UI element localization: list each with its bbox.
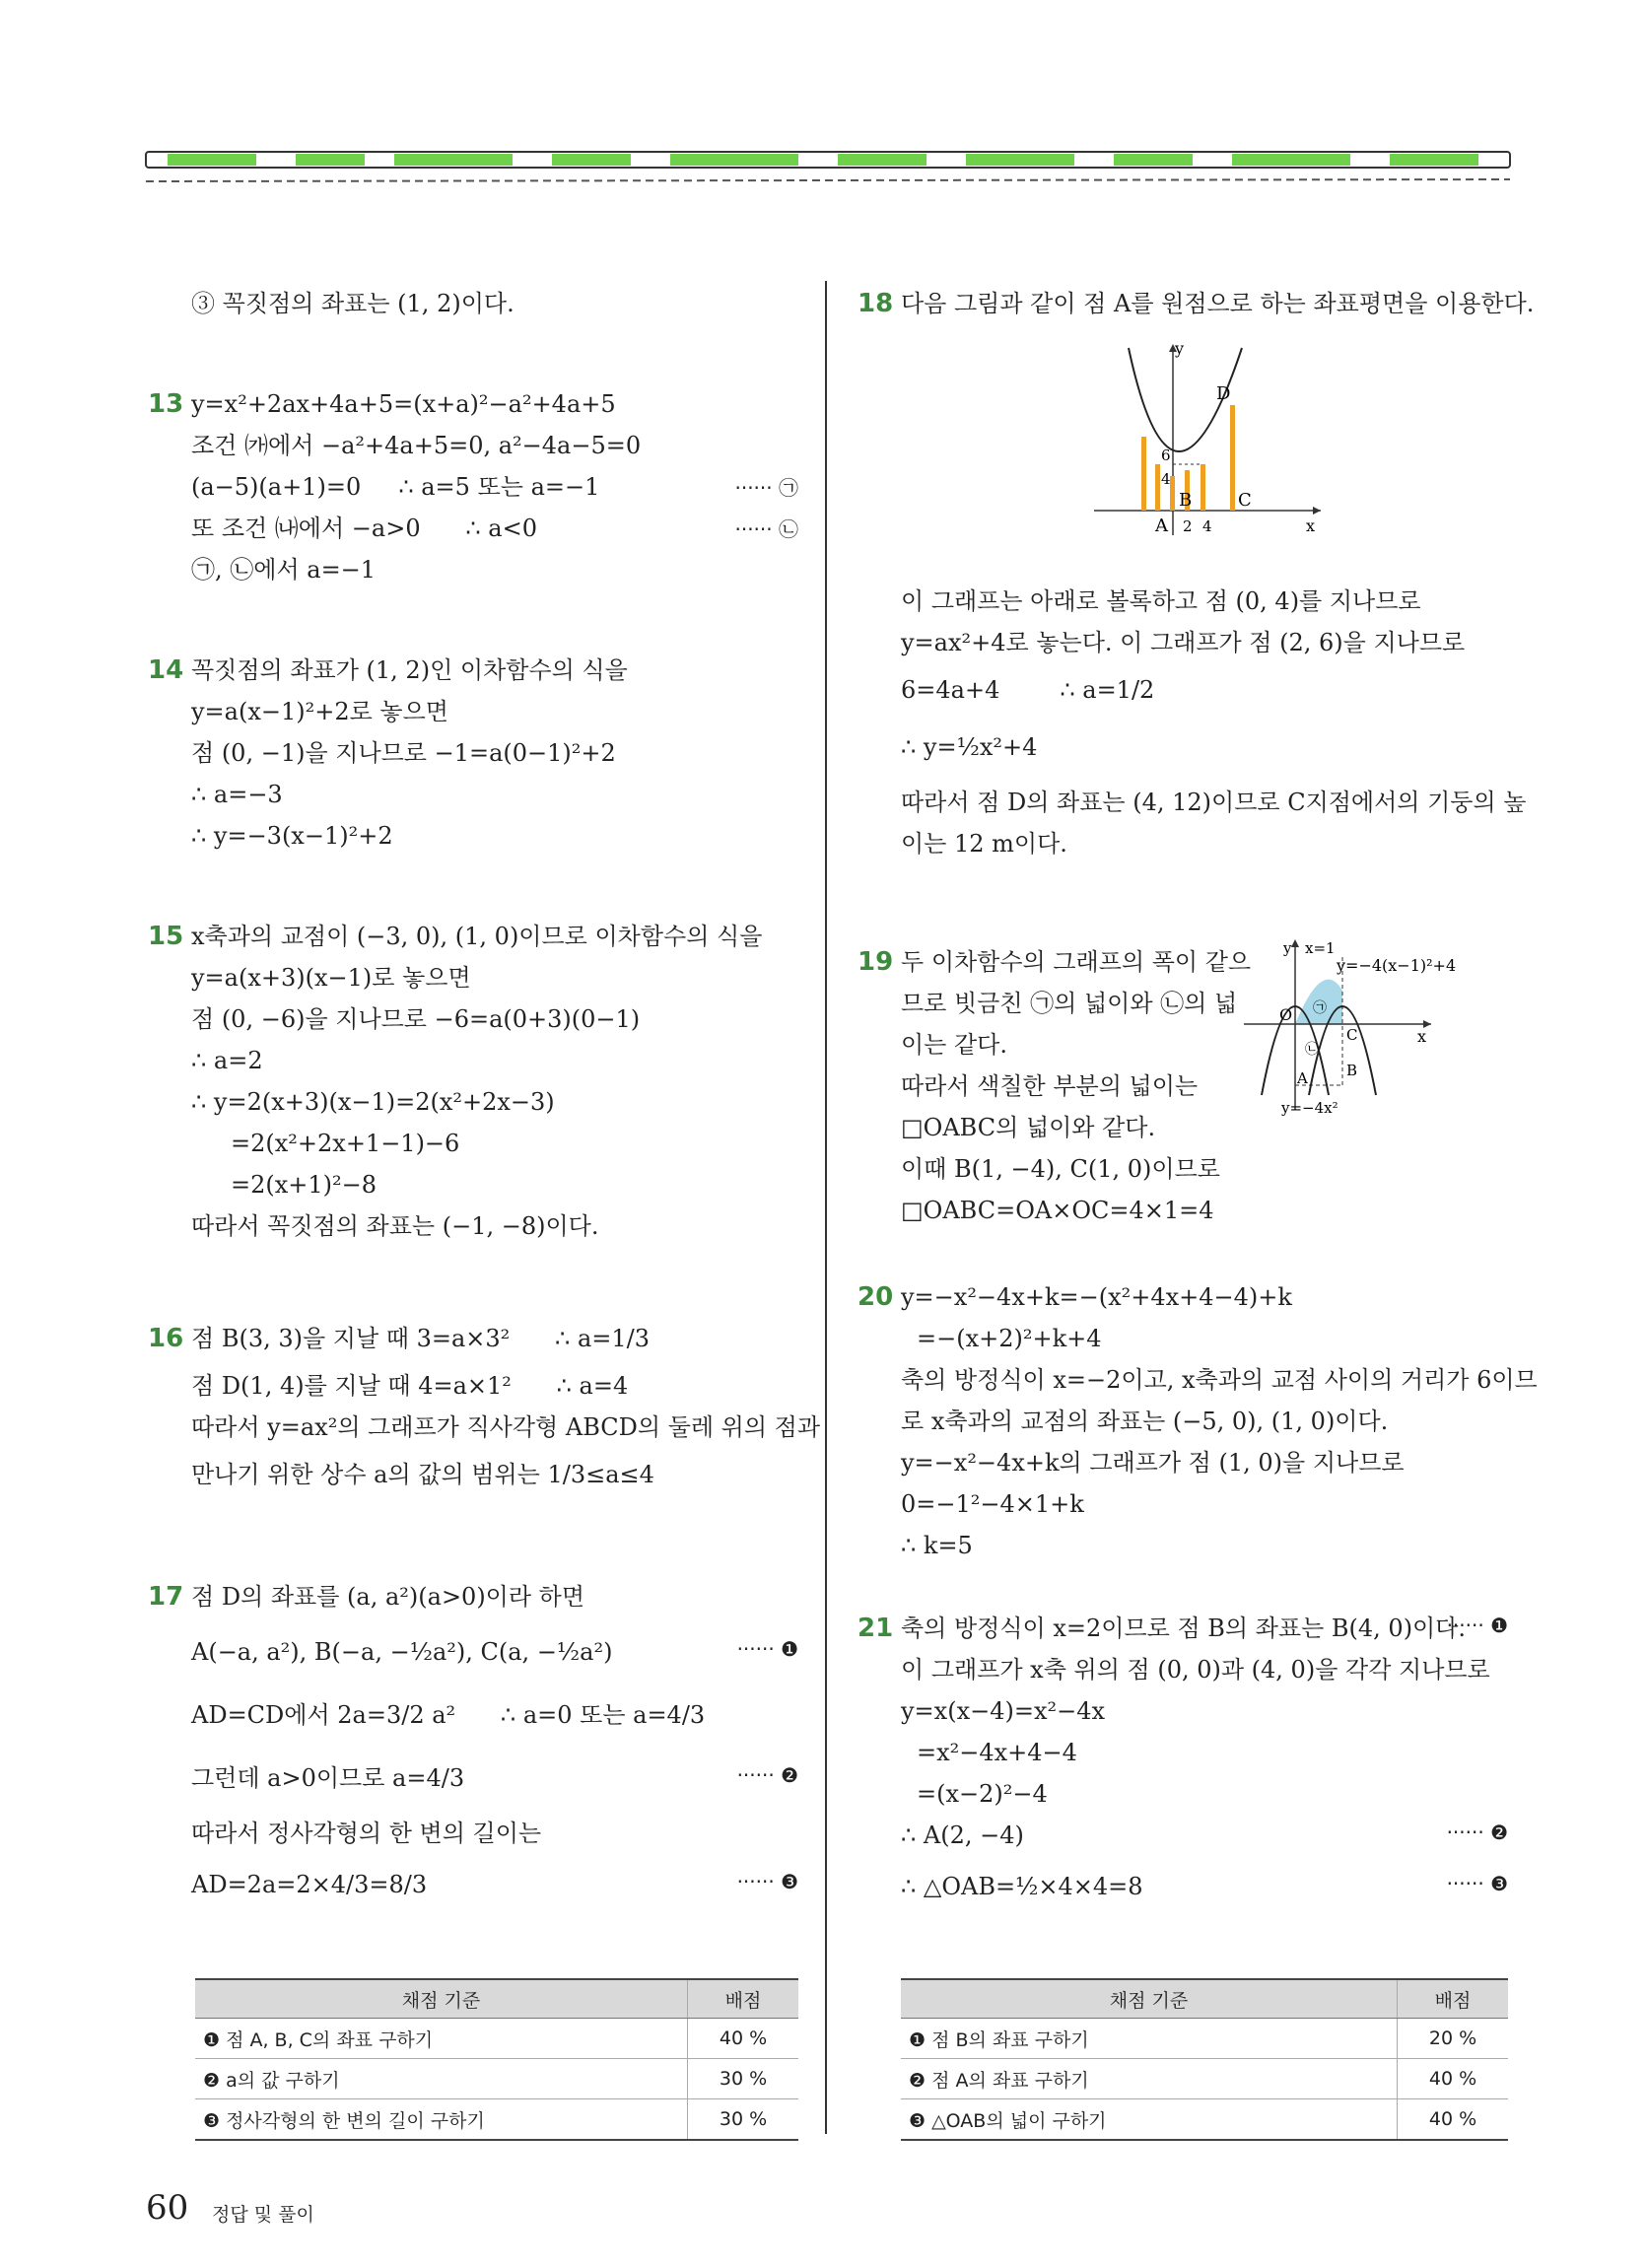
solution-line: 점 (0, −6)을 지나므로 −6=a(0+3)(0−1): [191, 1005, 641, 1033]
solution-line: 그런데 a>0이므로 a=4/3: [191, 1764, 465, 1792]
table-header: 배점: [688, 1979, 799, 2019]
solution-line: 0=−1²−4×1+k: [901, 1490, 1084, 1518]
solution-line: 만나기 위한 상수 a의 값의 범위는 1/3≤a≤4: [191, 1461, 654, 1488]
solution-line: 점 D의 좌표를 (a, a²)(a>0)이라 하면: [191, 1583, 585, 1611]
point-label-c: C: [1238, 490, 1252, 511]
solution-line: 꼭짓점의 좌표가 (1, 2)인 이차함수의 식을: [191, 656, 628, 684]
solution-line: 이 그래프는 아래로 볼록하고 점 (0, 4)를 지나므로: [901, 587, 1421, 615]
table-header: 채점 기준: [195, 1979, 688, 2019]
two-parabola-figure: [1244, 937, 1520, 1125]
solution-line: 두 이차함수의 그래프의 폭이 같으: [901, 948, 1252, 976]
table-row: [195, 2099, 798, 2141]
solution-line: ∴ A(2, −4): [901, 1821, 1024, 1849]
problem-number: 18: [858, 289, 894, 318]
problem-number: 16: [148, 1324, 184, 1353]
step-marker: ······ ❶: [736, 1637, 798, 1661]
page-number: 60: [146, 2188, 189, 2228]
solution-line: ㉠, ㉡에서 a=−1: [191, 556, 377, 584]
point-label-d: D: [1216, 383, 1231, 404]
tick-label: 6: [1161, 447, 1171, 464]
solution-line: 또 조건 ㈏에서 −a>0 ∴ a<0: [191, 515, 537, 542]
solution-line: 따라서 점 D의 좌표는 (4, 12)이므로 C지점에서의 기둥의 높: [901, 789, 1527, 816]
line-label: x=1: [1305, 939, 1336, 957]
solution-line: ∴ a=−3: [191, 781, 283, 808]
solution-line: 점 (0, −1)을 지나므로 −1=a(0−1)²+2: [191, 739, 616, 767]
point-label-b: B: [1346, 1062, 1358, 1079]
point-label-a: A: [1155, 515, 1168, 536]
point-label-a: A: [1297, 1069, 1308, 1087]
solution-line: AD=2a=2×4/3=8/3: [191, 1871, 428, 1898]
footer-label: 정답 및 풀이: [212, 2204, 314, 2226]
problem-number: 20: [858, 1282, 894, 1312]
solution-line: 따라서 색칠한 부분의 넓이는: [901, 1072, 1199, 1100]
solution-line: 점 B(3, 3)을 지날 때 3=a×3² ∴ a=1/3: [191, 1325, 650, 1352]
table-row: [901, 2059, 1508, 2099]
header-decoration: [138, 146, 1518, 191]
percent-cell: 40 %: [1398, 2099, 1509, 2141]
problem-number: 21: [858, 1614, 894, 1643]
solution-line: 이 그래프가 x축 위의 점 (0, 0)과 (4, 0)을 각각 지나므로: [901, 1656, 1490, 1684]
solution-line: =x²−4x+4−4: [917, 1739, 1077, 1766]
solution-line: y=−x²−4x+k의 그래프가 점 (1, 0)을 지나므로: [901, 1449, 1405, 1477]
column-divider: [825, 281, 827, 2134]
scoring-table: [195, 1978, 798, 2141]
table-row: [901, 2099, 1508, 2141]
solution-line: x축과의 교점이 (−3, 0), (1, 0)이므로 이차함수의 식을: [191, 923, 763, 950]
solution-line: 축의 방정식이 x=−2이고, x축과의 교점 사이의 거리가 6이므: [901, 1366, 1538, 1394]
curve-label: y=−4x²: [1281, 1099, 1338, 1117]
solution-line: =−(x+2)²+k+4: [917, 1325, 1102, 1352]
percent-cell: 30 %: [688, 2099, 799, 2141]
percent-cell: 40 %: [688, 2019, 799, 2059]
percent-cell: 30 %: [688, 2059, 799, 2099]
parabola-pillar-figure: [1084, 338, 1331, 545]
solution-line: 따라서 꼭짓점의 좌표는 (−1, −8)이다.: [191, 1212, 599, 1240]
solution-line: 따라서 y=ax²의 그래프가 직사각형 ABCD의 둘레 위의 점과: [191, 1413, 821, 1441]
table-row: [195, 2059, 798, 2099]
origin-label: O: [1279, 1005, 1293, 1024]
solution-line: (a−5)(a+1)=0 ∴ a=5 또는 a=−1: [191, 473, 600, 501]
solution-line: y=a(x+3)(x−1)로 놓으면: [191, 964, 471, 992]
percent-cell: 40 %: [1398, 2059, 1509, 2099]
step-marker: ······ ㉠: [734, 476, 798, 500]
solution-line: AD=CD에서 2a=3/2 a² ∴ a=0 또는 a=4/3: [191, 1701, 706, 1729]
problem-number: 13: [148, 389, 184, 419]
solution-line: A(−a, a²), B(−a, −½a²), C(a, −½a²): [191, 1638, 613, 1666]
problem-number: 17: [148, 1582, 184, 1612]
table-header: 배점: [1398, 1979, 1509, 2019]
solution-line: ∴ y=2(x+3)(x−1)=2(x²+2x−3): [191, 1088, 555, 1116]
solution-line: ∴ △OAB=½×4×4=8: [901, 1873, 1143, 1900]
solution-line: 이는 같다.: [901, 1031, 1007, 1059]
solution-line: y=ax²+4로 놓는다. 이 그래프가 점 (2, 6)을 지나므로: [901, 629, 1466, 656]
criterion-cell: ❸ △OAB의 넓이 구하기: [901, 2099, 1398, 2141]
solution-line: 로 x축과의 교점의 좌표는 (−5, 0), (1, 0)이다.: [901, 1408, 1389, 1435]
solution-line: 점 D(1, 4)를 지날 때 4=a×1² ∴ a=4: [191, 1372, 629, 1400]
solution-line: 조건 ㈎에서 −a²+4a+5=0, a²−4a−5=0: [191, 432, 642, 459]
step-marker: ······ ❷: [736, 1763, 798, 1787]
criterion-cell: ❷ 점 A의 좌표 구하기: [901, 2059, 1398, 2099]
solution-line: ∴ y=−3(x−1)²+2: [191, 822, 393, 850]
solution-line: 다음 그림과 같이 점 A를 원점으로 하는 좌표평면을 이용한다.: [901, 290, 1535, 317]
step-marker: ······ ❶: [1446, 1614, 1508, 1637]
step-marker: ······ ㉡: [734, 517, 798, 541]
y-axis-label: y: [1283, 939, 1292, 957]
y-axis-label: y: [1175, 339, 1185, 358]
solution-line: □OABC의 넓이와 같다.: [901, 1114, 1156, 1141]
step-marker: ······ ❷: [1446, 1821, 1508, 1844]
criterion-cell: ❸ 정사각형의 한 변의 길이 구하기: [195, 2099, 688, 2141]
tick-label: 4: [1202, 517, 1212, 535]
region-label: ㉠: [1313, 1000, 1327, 1016]
solution-line: y=−x²−4x+k=−(x²+4x+4−4)+k: [901, 1283, 1292, 1311]
solution-line: 므로 빗금친 ㉠의 넓이와 ㉡의 넓: [901, 990, 1238, 1017]
solution-line: y=a(x−1)²+2로 놓으면: [191, 698, 448, 725]
region-label: ㉡: [1305, 1042, 1319, 1058]
solution-line: 축의 방정식이 x=2이므로 점 B의 좌표는 B(4, 0)이다.: [901, 1615, 1467, 1642]
solution-line: =2(x²+2x+1−1)−6: [231, 1130, 460, 1157]
problem-number: 19: [858, 947, 894, 977]
p12-continuation: ③ 꼭짓점의 좌표는 (1, 2)이다.: [191, 290, 515, 317]
solution-line: ∴ a=2: [191, 1047, 263, 1074]
problem-number: 14: [148, 655, 184, 685]
solution-line: y=x(x−4)=x²−4x: [901, 1697, 1106, 1725]
solution-line: y=x²+2ax+4a+5=(x+a)²−a²+4a+5: [191, 390, 616, 418]
step-marker: ······ ❸: [1446, 1872, 1508, 1895]
scoring-table: [901, 1978, 1508, 2141]
solution-line: ∴ y=½x²+4: [901, 733, 1038, 761]
solution-line: 따라서 정사각형의 한 변의 길이는: [191, 1820, 542, 1847]
solution-line: □OABC=OA×OC=4×1=4: [901, 1197, 1214, 1224]
solution-line: 6=4a+4 ∴ a=1/2: [901, 676, 1155, 704]
table-header: 채점 기준: [901, 1979, 1398, 2019]
solution-line: =2(x+1)²−8: [231, 1171, 377, 1199]
table-row: [901, 2019, 1508, 2059]
solution-line: =(x−2)²−4: [917, 1780, 1048, 1808]
tick-label: 2: [1183, 517, 1193, 535]
problem-number: 15: [148, 922, 184, 951]
x-axis-label: x: [1306, 516, 1316, 535]
solution-line: ∴ k=5: [901, 1532, 973, 1559]
criterion-cell: ❷ a의 값 구하기: [195, 2059, 688, 2099]
curve-label: y=−4(x−1)²+4: [1337, 956, 1457, 975]
solution-line: 이때 B(1, −4), C(1, 0)이므로: [901, 1155, 1220, 1183]
criterion-cell: ❶ 점 A, B, C의 좌표 구하기: [195, 2019, 688, 2059]
point-label-b: B: [1179, 490, 1193, 511]
table-row: [195, 2019, 798, 2059]
point-label-c: C: [1346, 1026, 1358, 1044]
tick-label: 4: [1161, 470, 1171, 488]
percent-cell: 20 %: [1398, 2019, 1509, 2059]
step-marker: ······ ❸: [736, 1870, 798, 1893]
solution-line: 이는 12 m이다.: [901, 830, 1067, 858]
criterion-cell: ❶ 점 B의 좌표 구하기: [901, 2019, 1398, 2059]
x-axis-label: x: [1417, 1027, 1427, 1046]
